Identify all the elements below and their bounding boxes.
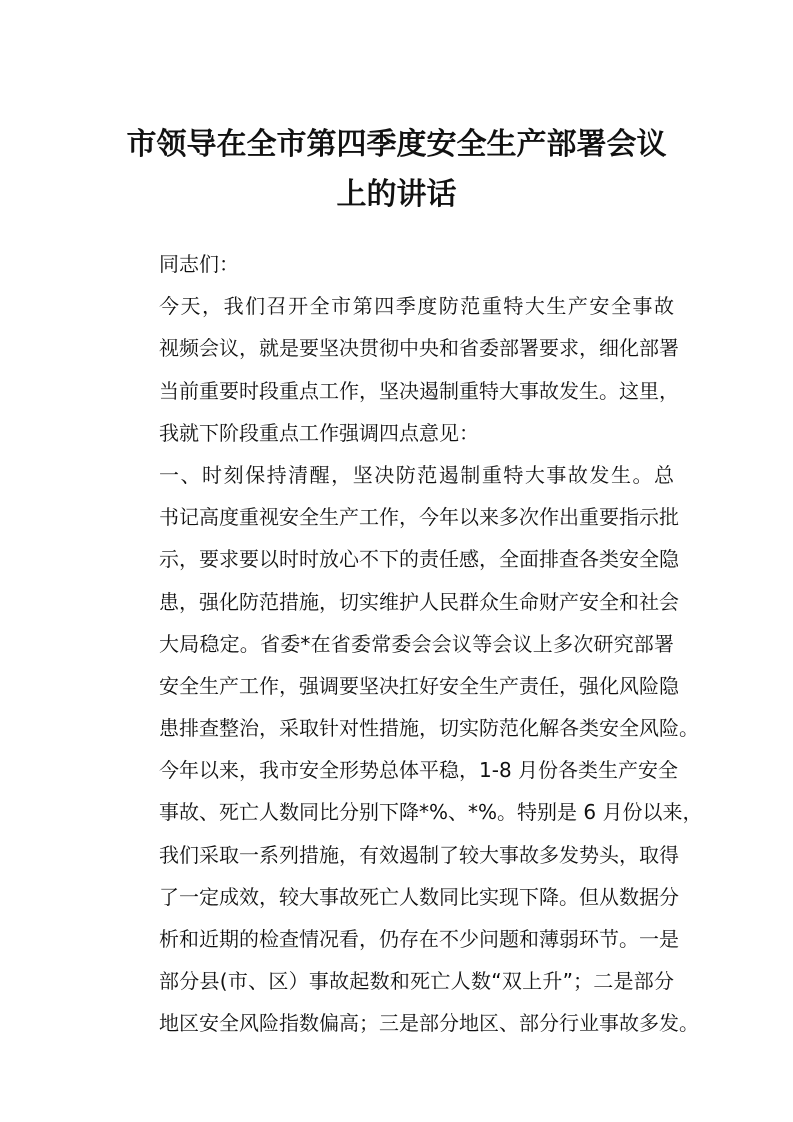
paragraph-2-line: 大局稳定。省委*在省委常委会会议等会议上多次研究部署 [159, 631, 674, 656]
paragraph-2-line: 今年以来，我市安全形势总体平稳，1-8 月份各类生产安全 [159, 758, 679, 783]
paragraph-2-line: 患，强化防范措施，切实维护人民群众生命财产安全和社会 [159, 589, 679, 614]
paragraph-2-line: 了一定成效，较大事故死亡人数同比实现下降。但从数据分 [159, 884, 679, 909]
paragraph-2-line: 患排查整治，采取针对性措施，切实防范化解各类安全风险。 [159, 716, 699, 741]
document-body [119, 243, 703, 1045]
paragraph-2 [119, 454, 703, 1045]
paragraph-1-line: 当前重要时段重点工作，坚决遏制重特大事故发生。这里， [159, 378, 679, 403]
paragraph-2-line: 我们采取一系列措施，有效遏制了较大事故多发势头，取得 [159, 842, 679, 867]
paragraph-1-line: 视频会议，就是要坚决贯彻中央和省委部署要求，细化部署 [159, 336, 679, 361]
paragraph-2-line: 书记高度重视安全生产工作，今年以来多次作出重要指示批 [159, 505, 679, 530]
paragraph-2-line: 示，要求要以时时放心不下的责任感，全面排查各类安全隐 [159, 547, 679, 572]
paragraph-1-line: 我就下阶段重点工作强调四点意见： [159, 420, 479, 445]
paragraph-2-line: 事故、死亡人数同比分别下降*%、*%。特别是 6 月份以来， [159, 800, 703, 825]
paragraph-1-line: 今天，我们召开全市第四季度防范重特大生产安全事故 [159, 294, 674, 319]
document-title-line-1: 市领导在全市第四季度安全生产部署会议 [126, 127, 667, 162]
paragraph-2-line: 安全生产工作，强调要坚决扛好安全生产责任，强化风险隐 [159, 673, 679, 698]
salutation: 同志们： [159, 252, 239, 276]
paragraph-2-line: 一、时刻保持清醒，坚决防范遏制重特大事故发生。总 [159, 462, 674, 487]
paragraph-2-line: 地区安全风险指数偏高；三是部分地区、部分行业事故多发。 [159, 1011, 699, 1036]
document-title-line-2: 上的讲话 [336, 177, 457, 212]
paragraph-1 [119, 285, 679, 454]
paragraph-2-line: 部分县(市、区）事故起数和死亡人数“双上升”；二是部分 [159, 969, 674, 994]
paragraph-2-line: 析和近期的检查情况看，仍存在不少问题和薄弱环节。一是 [159, 927, 679, 951]
